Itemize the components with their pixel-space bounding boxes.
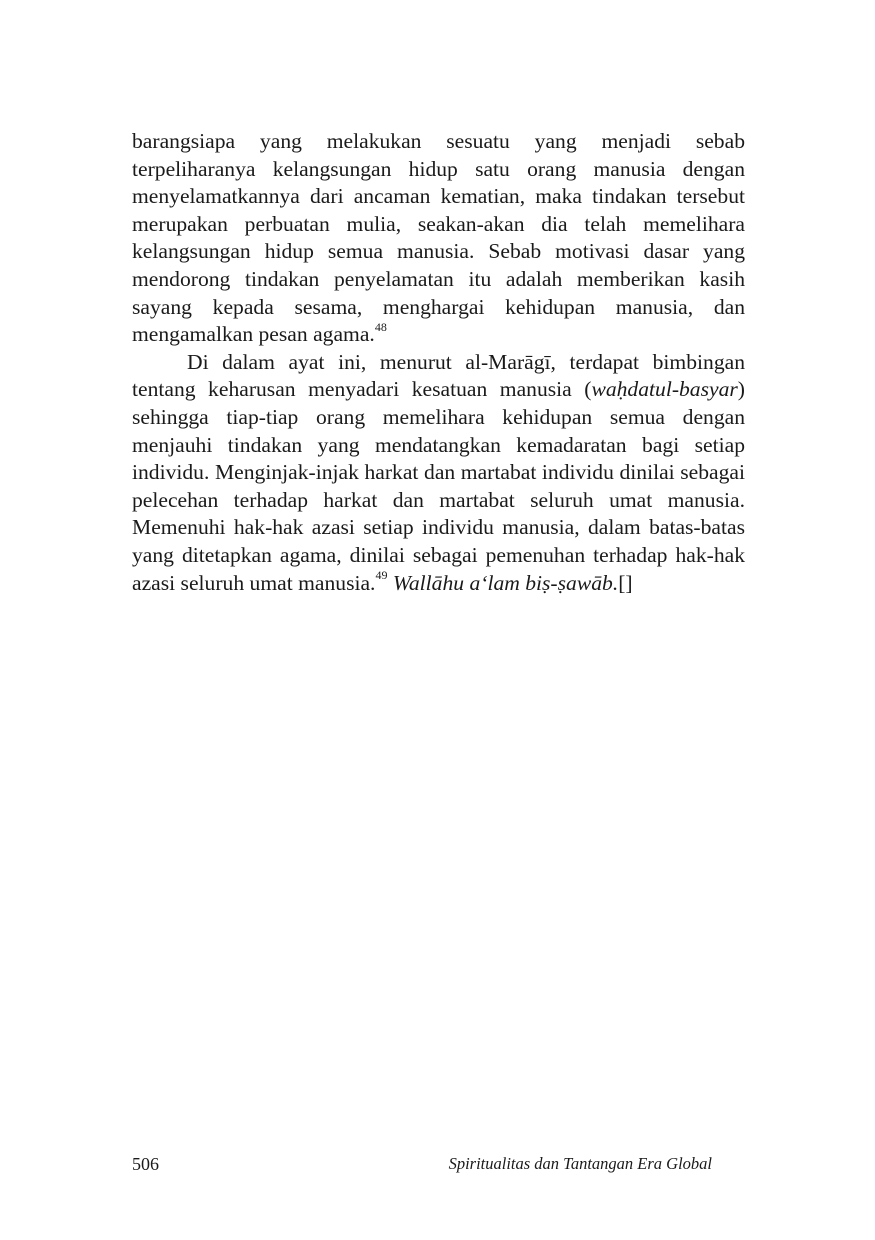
paragraph-2-text-start: Di dalam ayat ini, menurut al-Marāgī, terdapat bimbingan tentang keharusan menyadari kesatuan manusia (: [132, 349, 745, 402]
end-mark: []: [618, 570, 633, 595]
paragraph-2: [132, 349, 745, 597]
running-title: Spiritualitas dan Tantangan Era Global: [448, 1154, 712, 1173]
body-text: [132, 128, 745, 597]
arabic-term: waḥdatul-basyar: [591, 377, 738, 402]
footnote-ref-48: 48: [374, 319, 387, 334]
paragraph-2-text-end: ) sehingga tiap-tiap orang memelihara kehidupan semua dengan menjauhi tindakan yang mendatangkan kemadaratan bagi setiap individu. Menginjak-injak harkat dan martabat individu dinilai sebagai pelecehan terhadap harkat dan martabat seluruh umat manusia. Memenuhi hak-hak azasi setiap individu manusia, dalam batas-batas yang ditetapkan agama, dinilai sebagai pemenuhan terhadap hak-hak azasi seluruh umat manusia.: [132, 377, 745, 595]
paragraph-1: [132, 128, 745, 349]
closing-phrase: Wallāhu a‘lam biṣ-ṣawāb.: [387, 570, 619, 595]
page-number: 506: [132, 1154, 159, 1174]
paragraph-1-text: barangsiapa yang melakukan sesuatu yang menjadi sebab terpeliharanya kelangsungan hidup satu orang manusia dengan menyelamatkannya dari ancaman kematian, maka tindakan tersebut merupakan perbuatan mulia, seakan-akan dia telah memelihara kelangsungan hidup semua manusia. Sebab motivasi dasar yang mendorong tindakan penyelamatan itu adalah memberikan kasih sayang kepada sesama, menghargai kehidupan manusia, dan mengamalkan pesan agama.: [132, 129, 745, 347]
footnote-ref-49: 49: [375, 568, 388, 583]
